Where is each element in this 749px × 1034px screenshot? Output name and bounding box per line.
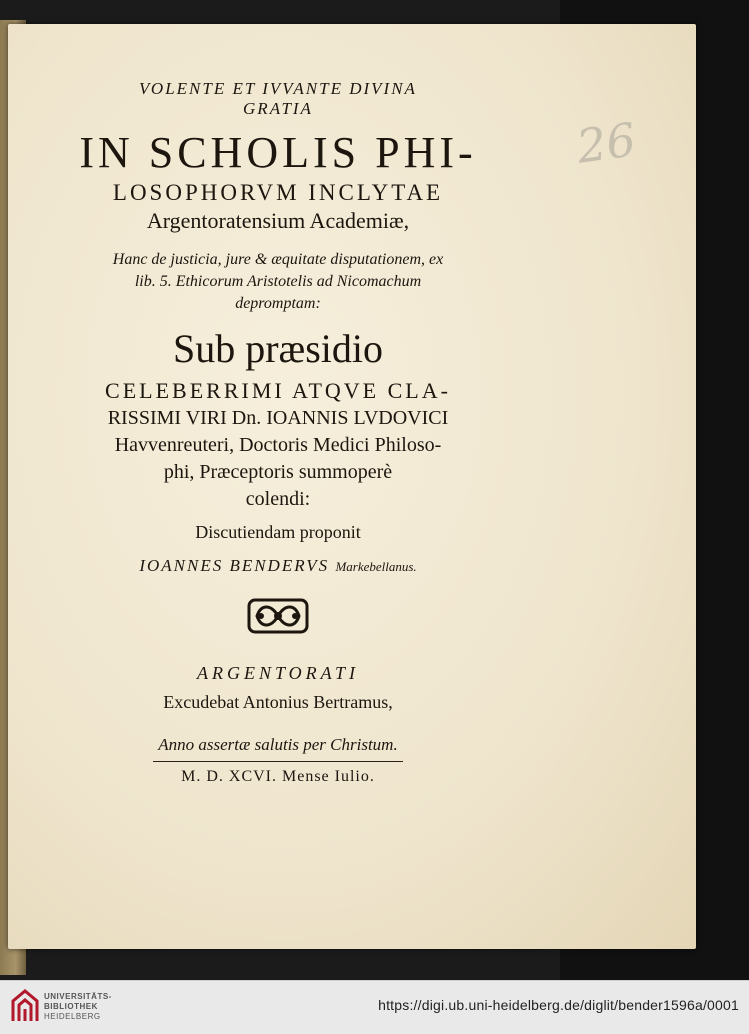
library-name-line: HEIDELBERG (44, 1012, 101, 1021)
library-name-line: UNIVERSITÄTS- (44, 992, 112, 1001)
university-library-logo-icon[interactable] (10, 989, 40, 1023)
subject-line: lib. 5. Ethicorum Aristotelis ad Nicomachum (134, 273, 422, 290)
printer-ornament-icon (247, 596, 309, 636)
praeses-line: phi, Præceptoris summoperè (163, 461, 393, 483)
proponit-line: Discutiendam proponit (195, 522, 361, 542)
subject-line: Hanc de justicia, jure & æquitate disputationem, ex (112, 251, 444, 268)
imprint-printer: Excudebat Antonius Bertramus, (163, 692, 393, 712)
intro-line: VOLENTE ET IVVANTE DIVINA (139, 79, 417, 98)
viewer-footer (0, 980, 749, 1034)
handwritten-page-number: 26 (573, 112, 640, 174)
imprint-date: M. D. XCVI. Mense Iulio. (181, 768, 375, 785)
imprint-rule (153, 761, 403, 762)
imprint-year-phrase: Anno assertæ salutis per Christum. (158, 735, 398, 754)
subject-line: depromptam: (235, 295, 321, 312)
intro-line: GRATIA (243, 99, 313, 118)
author-origin: Markebellanus. (335, 559, 417, 574)
imprint-place: ARGENTORATI (196, 663, 359, 683)
title-line: Argentoratensium Academiæ, (146, 208, 410, 233)
praeses-line: Havvenreuteri, Doctoris Medici Philoso- (114, 434, 442, 456)
praeses-line: CELEBERRIMI ATQVE CLA- (105, 378, 451, 403)
permalink-url[interactable]: https://digi.ub.uni-heidelberg.de/diglit/bender1596a/0001 (378, 997, 739, 1013)
title-line: IN SCHOLIS PHI- (79, 128, 477, 177)
author-line (38, 556, 518, 576)
library-name-line: BIBLIOTHEK (44, 1002, 98, 1011)
praeses-line: colendi: (245, 488, 311, 510)
subject-block (38, 249, 518, 315)
library-name[interactable] (44, 992, 112, 1022)
sub-praesidio-line: Sub præsidio (172, 326, 384, 371)
author-name: IOANNES BENDERVS (139, 556, 330, 575)
title-page-text (38, 79, 518, 786)
title-page (8, 24, 696, 949)
praeses-line: RISSIMI VIRI Dn. IOANNIS LVDOVICI (107, 407, 449, 429)
title-line: LOSOPHORVM INCLYTAE (112, 180, 444, 205)
